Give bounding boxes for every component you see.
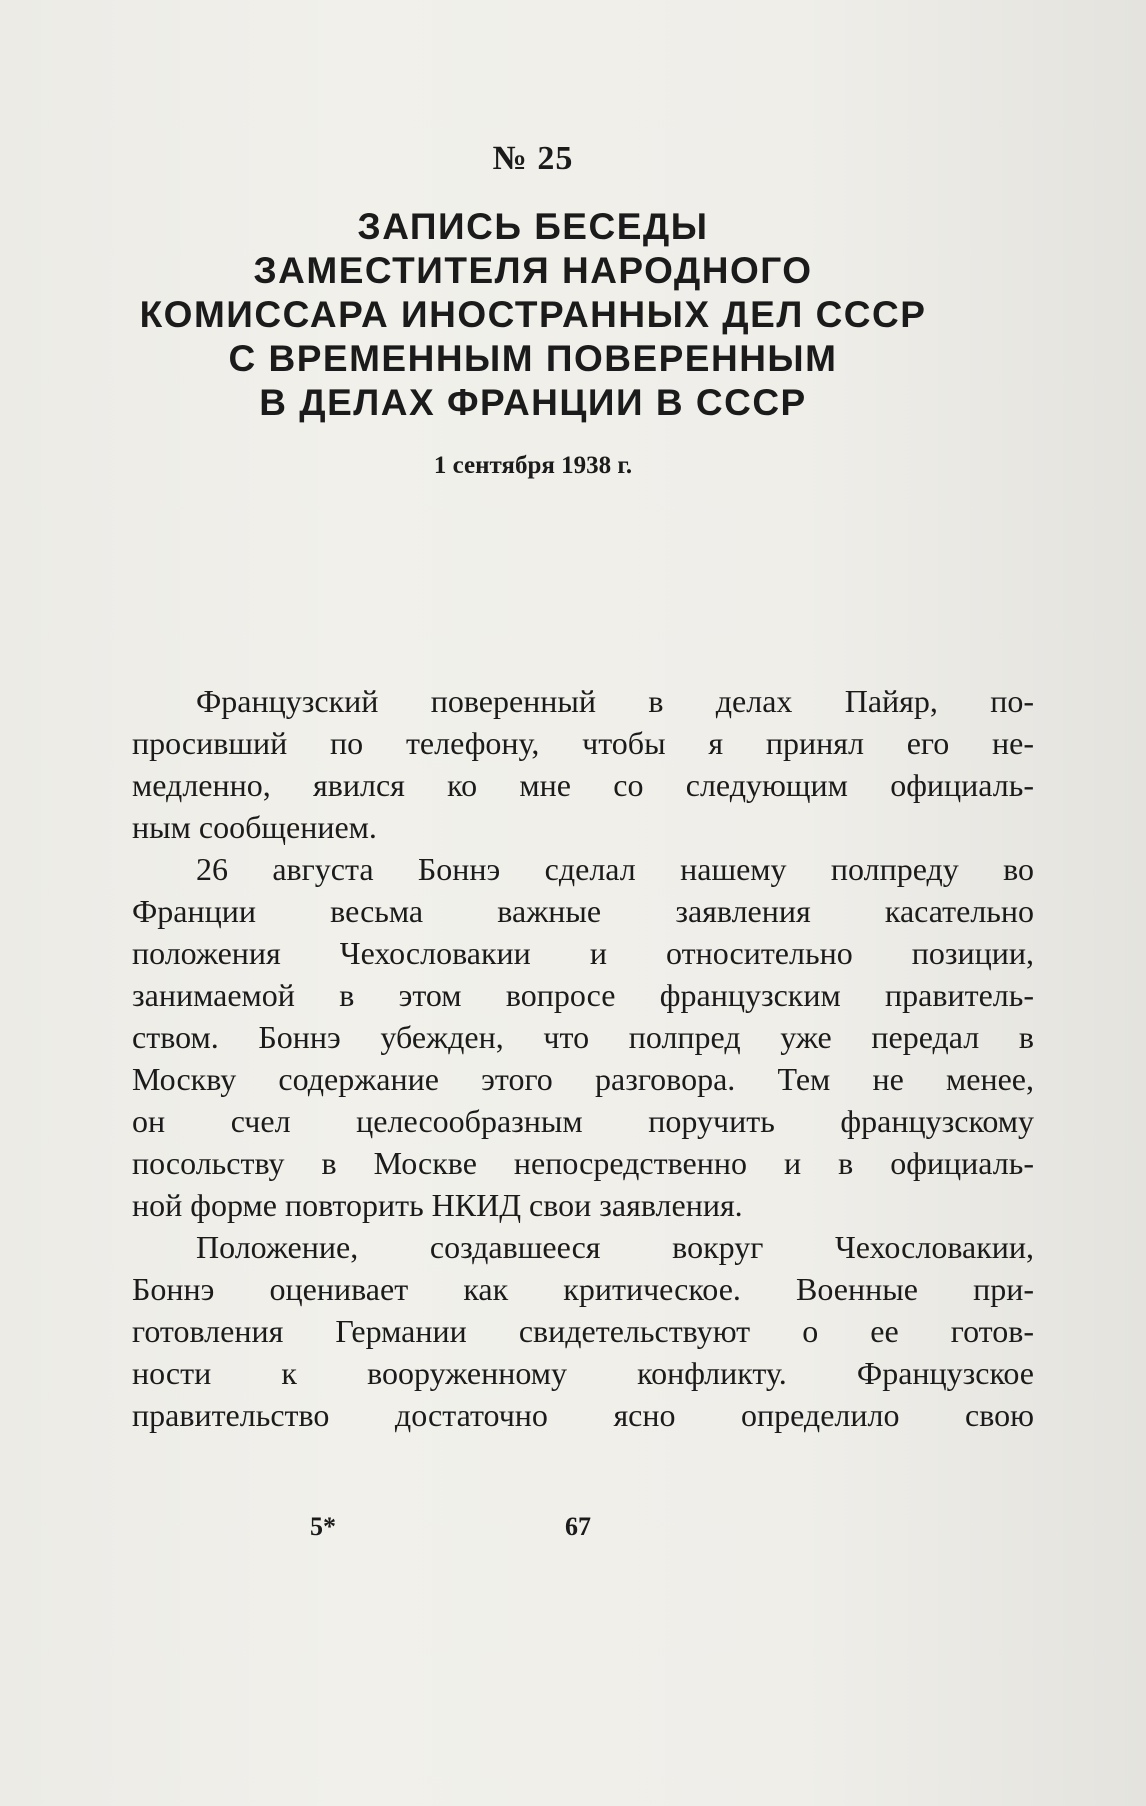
page-number: 67: [565, 1512, 591, 1541]
text-line: 26 августа Боннэ сделал нашему полпреду во: [196, 851, 1034, 887]
text-line: Франции весьма важные заявления касательно: [132, 893, 1034, 929]
document-date: 1 сентября 1938 г.: [433, 452, 633, 479]
text-line: Москву содержание этого разговора. Тем не менее,: [132, 1061, 1034, 1097]
text-line: занимаемой в этом вопросе французским правитель-: [132, 977, 1034, 1013]
text-line: он счел целесообразным поручить французскому: [132, 1103, 1034, 1139]
text-line: ным сообщением.: [132, 809, 377, 845]
text-line: ством. Боннэ убежден, что полпред уже передал в: [132, 1019, 1034, 1055]
text-line: ности к вооруженному конфликту. Французское: [132, 1355, 1034, 1391]
text-line: ной форме повторить НКИД свои заявления.: [132, 1187, 743, 1223]
title-line: ЗАМЕСТИТЕЛЯ НАРОДНОГО: [253, 250, 813, 291]
title-line: В ДЕЛАХ ФРАНЦИИ В СССР: [259, 382, 807, 423]
signature-mark: 5*: [310, 1512, 336, 1541]
document-body: [132, 680, 1034, 1436]
document-number: № 25: [492, 140, 574, 177]
text-line: Положение, создавшееся вокруг Чехословакии,: [196, 1229, 1034, 1265]
title-line: КОМИССАРА ИНОСТРАННЫХ ДЕЛ СССР: [139, 294, 927, 335]
text-line: Французский поверенный в делах Пайяр, по-: [196, 683, 1034, 719]
title-line: С ВРЕМЕННЫМ ПОВЕРЕННЫМ: [228, 338, 838, 379]
text-line: просивший по телефону, чтобы я принял его не-: [132, 725, 1034, 761]
text-line: положения Чехословакии и относительно позиции,: [132, 935, 1034, 971]
text-line: готовления Германии свидетельствуют о ее готов-: [132, 1313, 1034, 1349]
paragraph: [132, 680, 1034, 848]
paragraph: [132, 1226, 1034, 1436]
text-line: правительство достаточно ясно определило свою: [132, 1397, 1034, 1433]
document-title: [0, 205, 1106, 425]
text-line: посольству в Москве непосредственно и в официаль-: [132, 1145, 1034, 1181]
text-line: Боннэ оценивает как критическое. Военные при-: [132, 1271, 1034, 1307]
text-line: медленно, явился ко мне со следующим официаль-: [132, 767, 1034, 803]
paragraph: [132, 848, 1034, 1226]
title-line: ЗАПИСЬ БЕСЕДЫ: [357, 206, 709, 247]
